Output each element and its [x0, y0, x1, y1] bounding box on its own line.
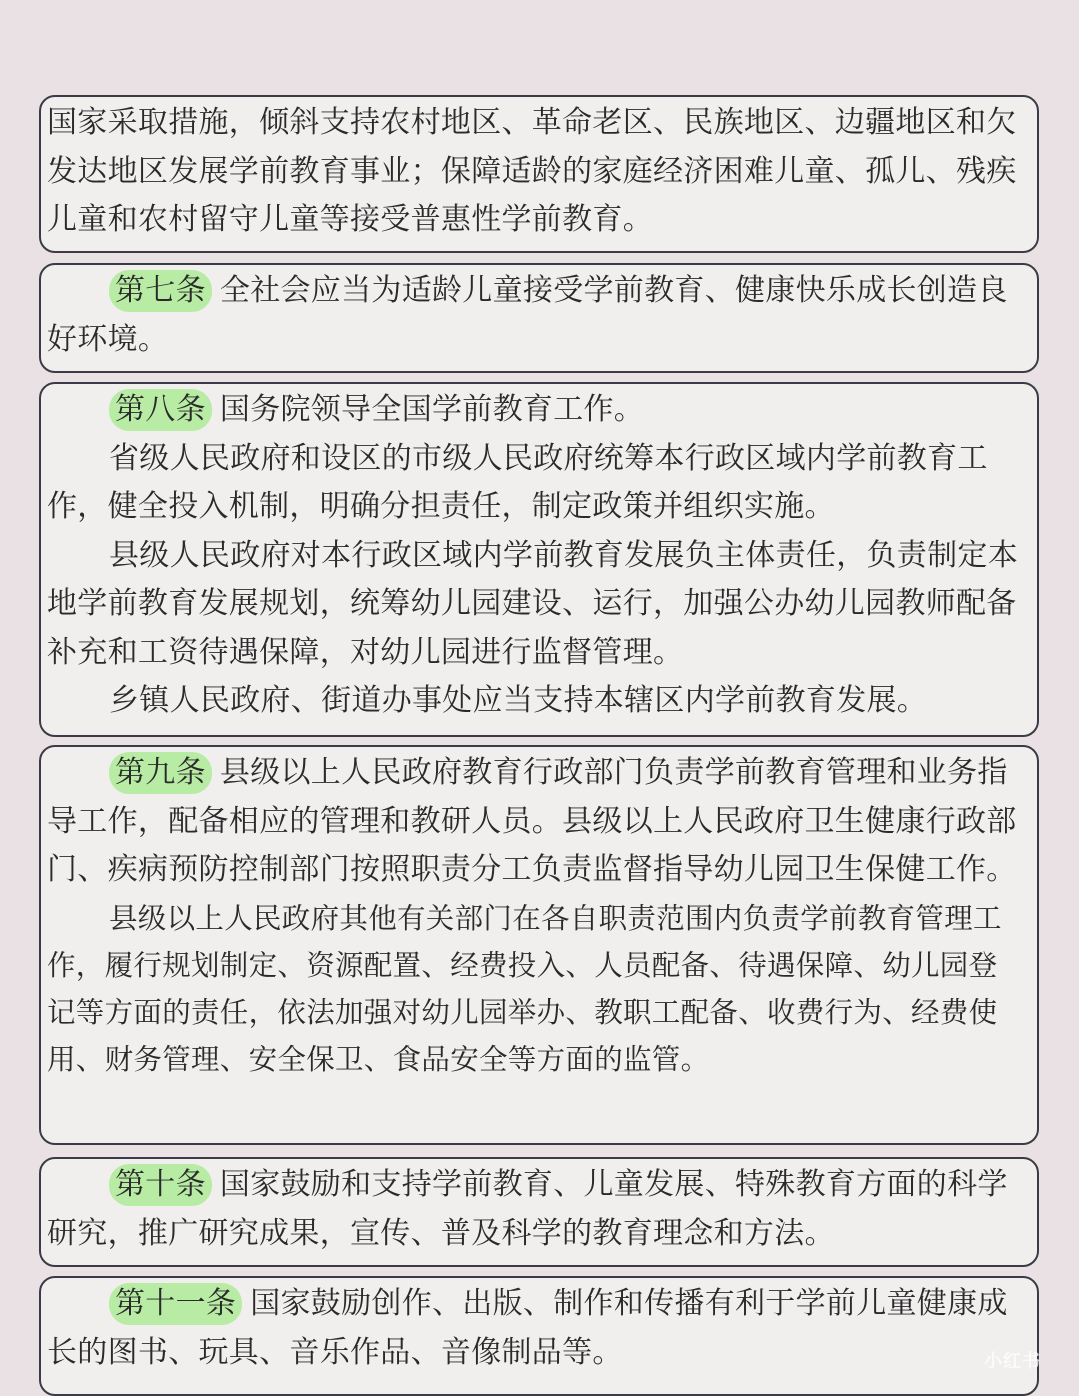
article-number-badge: 第十一条	[109, 1283, 242, 1325]
article-text: 国家采取措施，倾斜支持农村地区、革命老区、民族地区、边疆地区和欠发达地区发展学前教育事业；保障适龄的家庭经济困难儿童、孤儿、残疾儿童和农村留守儿童等接受普惠性学前教育。	[47, 105, 1017, 237]
xiaohongshu-watermark: 小红书	[984, 1351, 1041, 1372]
article-number-badge: 第八条	[109, 389, 212, 431]
article-text: 国务院领导全国学前教育工作。	[219, 392, 645, 427]
article-paragraph	[47, 267, 1025, 364]
article-card-10	[39, 1157, 1039, 1267]
article-text: 国家鼓励创作、出版、制作和传播有利于学前儿童健康成长的图书、玩具、音乐作品、音像制品等。	[47, 1286, 1008, 1370]
article-text: 县级以上人民政府教育行政部门负责学前教育管理和业务指导工作，配备相应的管理和教研人员。县级以上人民政府卫生健康行政部门、疾病预防控制部门按照职责分工负责监督指导幼儿园卫生保健工作。	[47, 755, 1017, 887]
article-paragraph	[47, 1280, 1025, 1377]
article-text: 全社会应当为适龄儿童接受学前教育、健康快乐成长创造良好环境。	[47, 273, 1008, 357]
article-number-badge: 第九条	[109, 752, 212, 794]
article-card-8	[39, 382, 1039, 737]
article-card-7	[39, 263, 1039, 373]
article-paragraph: 乡镇人民政府、街道办事处应当支持本辖区内学前教育发展。	[109, 683, 928, 718]
article-paragraph	[47, 749, 1025, 895]
article-paragraph	[47, 1161, 1025, 1258]
article-card-11	[39, 1276, 1039, 1396]
article-card-9	[39, 745, 1039, 1145]
article-card-continued	[39, 95, 1039, 253]
article-number-badge: 第十条	[109, 1164, 212, 1206]
article-number-badge: 第七条	[109, 270, 212, 312]
article-paragraph: 县级人民政府对本行政区域内学前教育发展负主体责任，负责制定本地学前教育发展规划，统筹幼儿园建设、运行，加强公办幼儿园教师配备补充和工资待遇保障，对幼儿园进行监督管理。	[47, 537, 1018, 670]
article-paragraph: 省级人民政府和设区的市级人民政府统筹本行政区域内学前教育工作，健全投入机制，明确分担责任，制定政策并组织实施。	[47, 440, 988, 524]
article-text: 国家鼓励和支持学前教育、儿童发展、特殊教育方面的科学研究，推广研究成果，宣传、普及科学的教育理念和方法。	[47, 1167, 1008, 1251]
article-paragraph: 县级以上人民政府其他有关部门在各自职责范围内负责学前教育管理工作，履行规划制定、资源配置、经费投入、人员配备、待遇保障、幼儿园登记等方面的责任，依法加强对幼儿园举办、教职工配备、收费行为、经费使用、财务管理、安全保卫、食品安全等方面的监管。	[47, 901, 1002, 1076]
article-paragraph	[47, 386, 1025, 435]
